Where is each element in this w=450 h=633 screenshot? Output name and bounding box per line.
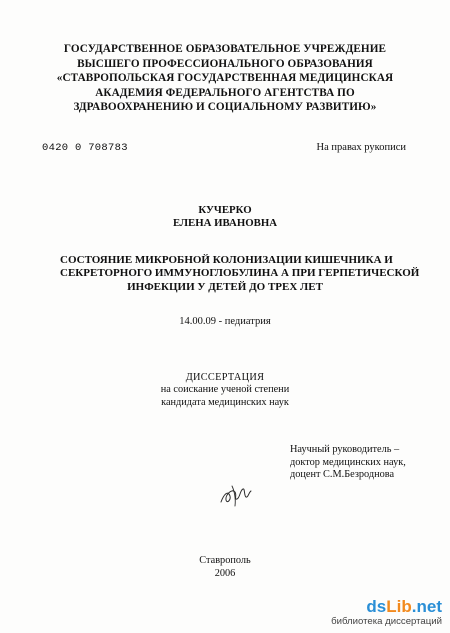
watermark-subtitle: библиотека диссертаций — [331, 616, 442, 627]
city: Ставрополь — [199, 555, 251, 566]
supervisor-line: доктор медицинских наук, — [290, 456, 406, 468]
rights-note: На правах рукописи — [316, 142, 406, 153]
degree-label: ДИССЕРТАЦИЯ — [185, 372, 265, 383]
degree-line: кандидата медицинских наук — [161, 396, 289, 408]
author-surname: КУЧЕРКО — [198, 204, 252, 216]
dslib-watermark[interactable] — [331, 598, 442, 627]
degree-line: на соискание ученой степени — [160, 384, 290, 396]
year: 2006 — [214, 568, 236, 579]
title-line: СЕКРЕТОРНОГО ИММУНОГЛОБУЛИНА А ПРИ ГЕРПЕТИЧЕСКОЙ — [60, 267, 420, 280]
handwritten-signature — [218, 480, 254, 510]
logo-part-lib: Lib — [386, 597, 412, 616]
supervisor-line: доцент С.М.Безроднова — [290, 469, 395, 481]
footer-block — [0, 554, 450, 580]
dslib-logo[interactable] — [331, 598, 442, 616]
institution-line: АКАДЕМИЯ ФЕДЕРАЛЬНОГО АГЕНТСТВА ПО — [95, 86, 355, 99]
author-name — [0, 204, 450, 230]
degree-statement — [0, 372, 450, 409]
title-line: ИНФЕКЦИИ У ДЕТЕЙ ДО ТРЕХ ЛЕТ — [127, 280, 323, 293]
supervisor-block — [290, 444, 406, 482]
institution-line: ЗДРАВООХРАНЕНИЮ И СОЦИАЛЬНОМУ РАЗВИТИЮ» — [73, 101, 377, 113]
dissertation-title — [60, 254, 420, 294]
logo-part-ds: ds — [366, 597, 387, 616]
specialty-code: 14.00.09 - педиатрия — [179, 316, 271, 327]
institution-line: ГОСУДАРСТВЕННОЕ ОБРАЗОВАТЕЛЬНОЕ УЧРЕЖДЕНИЕ — [63, 43, 387, 55]
supervisor-line: Научный руководитель – — [290, 444, 400, 455]
author-given-names: ЕЛЕНА ИВАНОВНА — [172, 217, 278, 229]
institution-line: ВЫСШЕГО ПРОФЕССИОНАЛЬНОГО ОБРАЗОВАНИЯ — [77, 57, 373, 70]
institution-line: «СТАВРОПОЛЬСКАЯ ГОСУДАРСТВЕННАЯ МЕДИЦИНСКАЯ — [56, 72, 394, 84]
logo-part-net: .net — [411, 597, 442, 616]
institution-header — [40, 42, 410, 115]
title-line: СОСТОЯНИЕ МИКРОБНОЙ КОЛОНИЗАЦИИ КИШЕЧНИКА И — [60, 254, 393, 266]
catalog-code: 0420 0 708783 — [42, 142, 128, 154]
